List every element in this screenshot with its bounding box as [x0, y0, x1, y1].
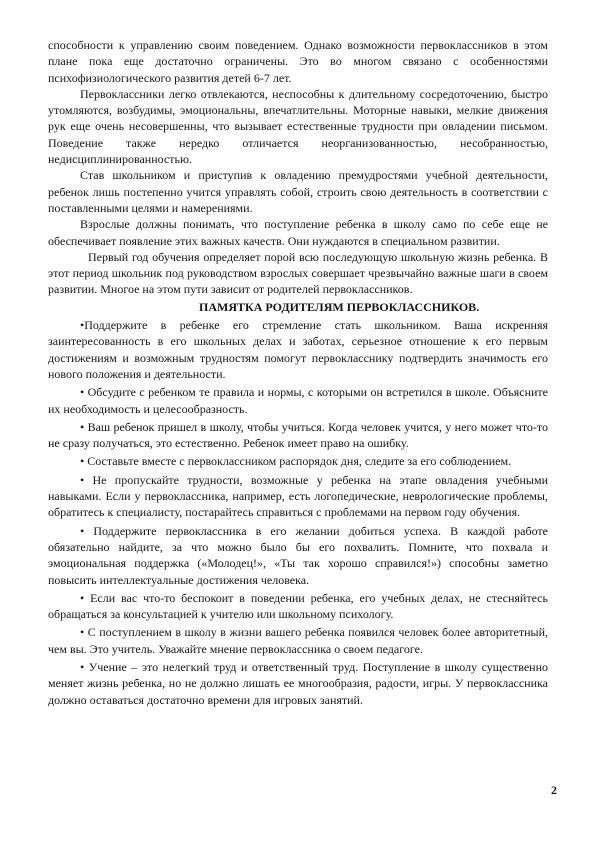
- body-paragraph: Первоклассники легко отвлекаются, неспособны к длительному сосредоточению, быстро утомляются, возбудимы, эмоциональны, впечатлительны. Моторные навыки, мелкие движения рук еще очень несовершенны, что вызывает естественные трудности при овладении письмом. Поведение также нередко отличается неорганизованностью, несобранностью, недисциплинированностью.: [48, 86, 548, 167]
- bullet-item: • Не пропускайте трудности, возможные у ребенка на этапе овладения учебными навыками. Если у первоклассника, например, есть логопедические, неврологические проблемы, обратитесь к специалисту, постарайтесь справиться с проблемами на первом году обучения.: [48, 472, 548, 520]
- body-paragraph: Первый год обучения определяет порой всю последующую школьную жизнь ребенка. В этот период школьник под руководством взрослых совершает чрезвычайно важные шаги в своем развитии. Многое на этом пути зависит от родителей первоклассников.: [48, 249, 548, 297]
- bullet-item: • С поступлением в школу в жизни вашего ребенка появился человек более авторитетный, чем вы. Это учитель. Уважайте мнение первоклассника о своем педагоге.: [48, 625, 548, 656]
- bullet-item: • Учение – это нелегкий труд и ответственный труд. Поступление в школу существенно меняет жизнь ребенка, но не должно лишать ее многообразия, радости, игры. У первоклассника должно оставаться достаточно времени для игровых занятий.: [48, 659, 548, 707]
- bullet-item: • Если вас что-то беспокоит в поведении ребенка, его учебных делах, не стесняйтесь обращаться за консультацией к учителю или школьному психологу.: [48, 590, 548, 622]
- page-number: 2: [551, 783, 557, 797]
- bullet-item: •Поддержите в ребенке его стремление стать школьником. Ваша искренняя заинтересованность в его школьных делах и заботах, серьезное отношение к его первым достижениям и возможным трудностям помогут первокласснику подтвердить значимость его нового положения и деятельности.: [48, 318, 548, 381]
- body-paragraph: Взрослые должны понимать, что поступление ребенка в школу само по себе еще не обеспечивает появление этих важных качеств. Они нуждаются в специальном развитии.: [48, 217, 548, 248]
- bullet-item: • Составьте вместе с первоклассником распорядок дня, следите за его соблюдением.: [80, 454, 512, 469]
- bullet-item: • Поддержите первоклассника в его желании добиться успеха. В каждой работе обязательно найдите, за что можно было бы его похвалить. Помните, что похвала и эмоциональная поддержка («Молодец!», «Ты так хорошо справился!») способны заметно повысить интеллектуальные достижения человека.: [48, 523, 548, 587]
- section-heading: ПАМЯТКА РОДИТЕЛЯМ ПЕРВОКЛАССНИКОВ.: [199, 299, 480, 314]
- document-page: [48, 37, 548, 708]
- bullet-item: • Ваш ребенок пришел в школу, чтобы учиться. Когда человек учится, у него может что-то не сразу получаться, это естественно. Ребенок имеет право на ошибку.: [48, 419, 548, 451]
- body-paragraph: Став школьником и приступив к овладению премудростями учебной деятельности, ребенок лишь постепенно учится управлять собой, строить свою деятельность в соответствии с поставленными целями и намерениями.: [48, 168, 548, 215]
- bullet-item: • Обсудите с ребенком те правила и нормы, с которыми он встретился в школе. Объясните их необходимость и целесообразность.: [48, 385, 548, 416]
- body-paragraph: способности к управлению своим поведением. Однако возможности первоклассников в этом плане пока еще достаточно ограничены. Это во многом связано с особенностями психофизиологического развития детей 6-7 лет.: [48, 38, 548, 85]
